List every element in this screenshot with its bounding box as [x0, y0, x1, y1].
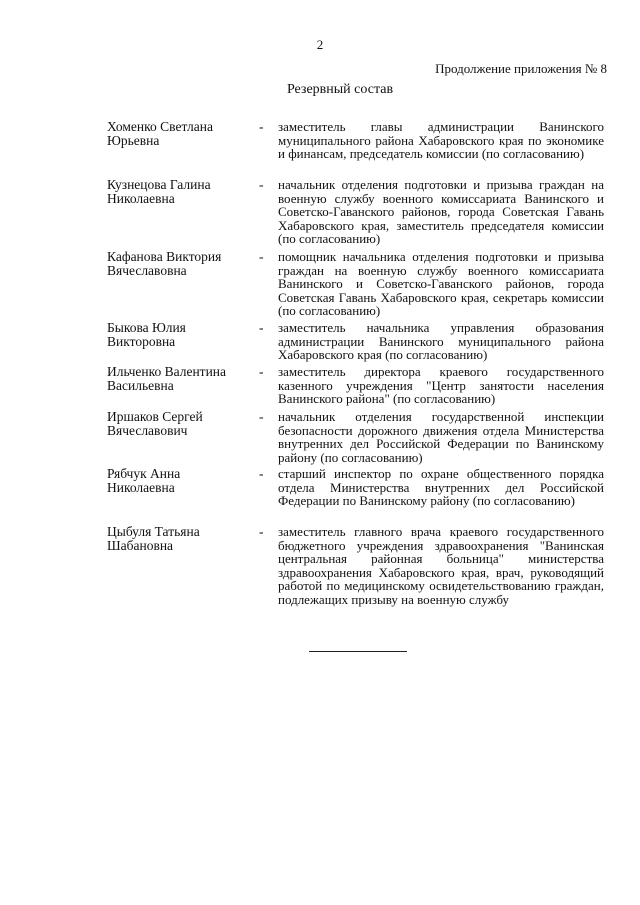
- member-name: Быкова Юлия Викторовна: [107, 320, 186, 349]
- member-name: Цыбуля Татьяна Шабановна: [107, 524, 200, 553]
- member-name: Рябчук Анна Николаевна: [107, 466, 181, 495]
- section-title: Резервный состав: [286, 82, 394, 97]
- member-dash: -: [259, 177, 264, 192]
- member-dash: -: [259, 524, 264, 539]
- member-dash: -: [259, 119, 264, 134]
- member-row: [107, 250, 607, 321]
- member-row: [107, 525, 607, 625]
- member-name: Кузнецова Галина Николаевна: [107, 177, 211, 206]
- member-role: начальник отделения подготовки и призыва граждан на военную службу военного комиссариата Ванинского и Советско-Гаванского районов, города Советская Гавань Хабаровского края, заместитель председателя комиссии (по согласованию): [278, 177, 604, 246]
- member-role: заместитель начальника управления образования администрации Ванинского муниципального района Хабаровского края (по согласованию): [278, 320, 604, 362]
- member-dash: -: [259, 409, 264, 424]
- member-dash: -: [259, 364, 264, 379]
- member-row: [107, 365, 607, 410]
- closing-divider: [309, 651, 407, 652]
- member-name: Ильченко Валентина Васильевна: [107, 364, 227, 393]
- member-name: Хоменко Светлана Юрьевна: [107, 119, 213, 148]
- member-name: Иршаков Сергей Вячеславович: [107, 409, 203, 438]
- member-row: [107, 321, 607, 365]
- member-role: помощник начальника отделения подготовки и призыва граждан на военную службу военного комиссариата Ванинского и Советско-Гаванского районов, города Советская Гавань Хабаровского края, секретарь комиссии (по согласованию): [278, 249, 604, 318]
- member-role: заместитель главы администрации Ванинского муниципального района Хабаровского края по экономике и финансам, председатель комиссии (по согласованию): [278, 119, 604, 161]
- member-dash: -: [259, 249, 264, 264]
- member-dash: -: [259, 320, 264, 335]
- member-role: начальник отделения государственной инспекции безопасности дорожного движения отдела Министерства внутренних дел Российской Федерации по Ванинскому району (по согласованию): [278, 409, 604, 465]
- reserve-roster: [107, 120, 607, 625]
- member-name: Кафанова Виктория Вячеславовна: [107, 249, 222, 278]
- member-row: [107, 178, 607, 250]
- member-role: заместитель директора краевого государственного казенного учреждения "Центр занятости населения Ванинского района" (по согласованию): [278, 364, 604, 406]
- member-role: заместитель главного врача краевого государственного бюджетного учреждения здравоохранения "Ванинская центральная районная больница" министерства здравоохранения Хабаровского края, врач, руководящий работой по медицинскому освидетельствованию граждан, подлежащих призыву на военную службу: [278, 524, 604, 607]
- member-row: [107, 120, 607, 178]
- member-row: [107, 410, 607, 467]
- member-dash: -: [259, 466, 264, 481]
- member-row: [107, 467, 607, 525]
- member-role: старший инспектор по охране общественного порядка отдела Министерства внутренних дел Российской Федерации по Ванинскому району (по согласованию): [278, 466, 604, 508]
- appendix-continuation-label: Продолжение приложения № 8: [435, 61, 607, 76]
- page-number: 2: [316, 37, 324, 52]
